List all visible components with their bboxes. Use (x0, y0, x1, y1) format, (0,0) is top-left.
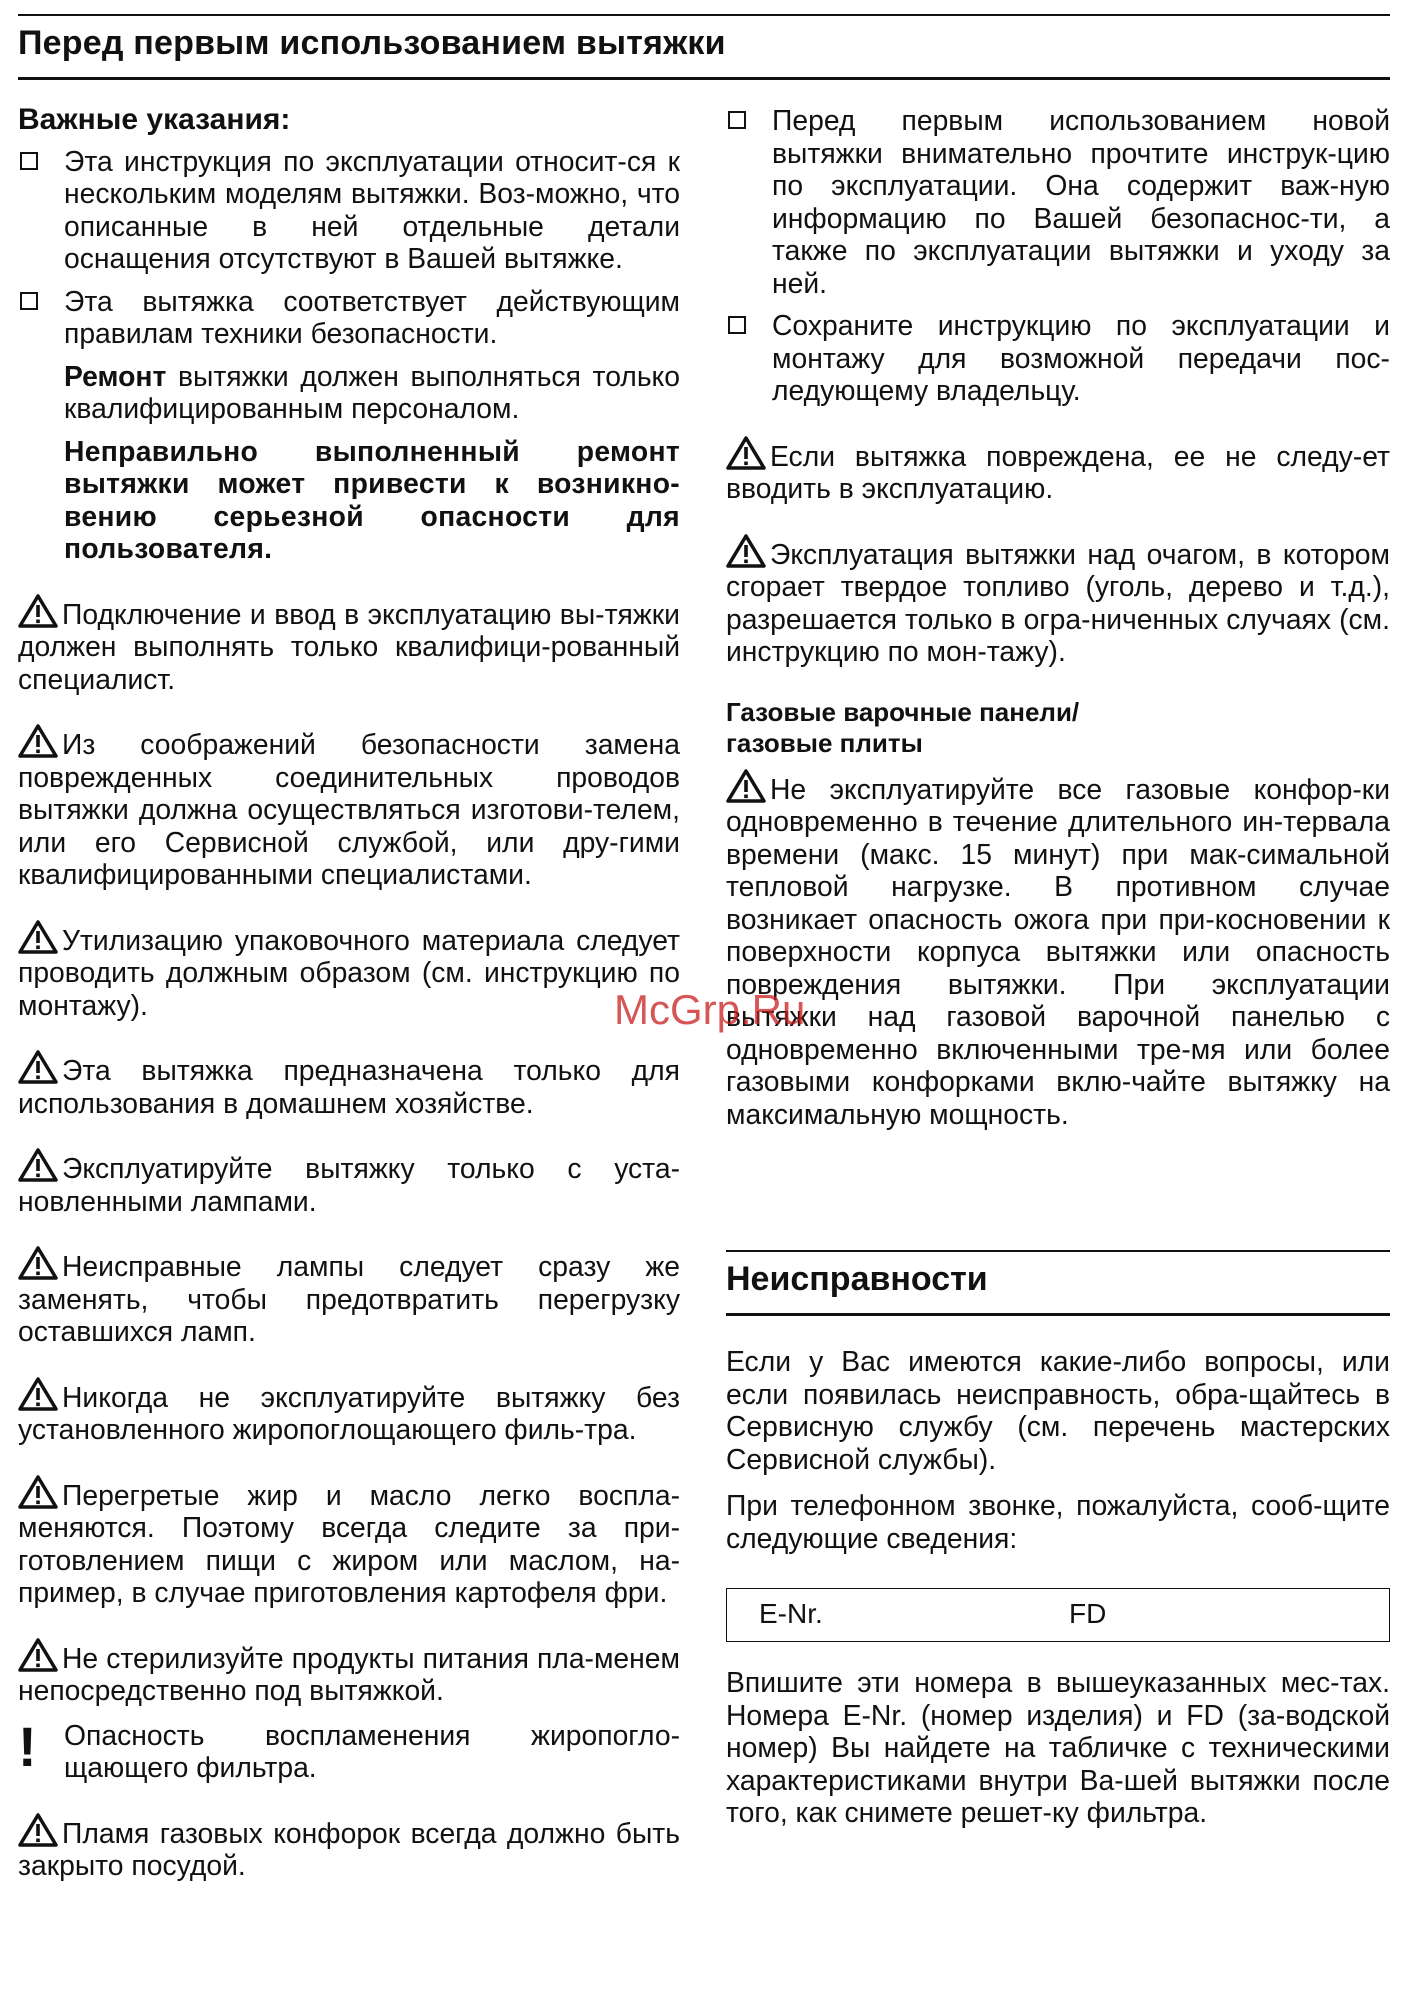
faults-text (726, 1345, 1390, 1554)
warning-triangle-icon (18, 1246, 58, 1280)
faults-text-bottom (726, 1666, 1390, 1829)
warning-block (18, 1148, 680, 1217)
warning-text: Утилизацию упаковочного материала следует проводить должным образом (см. инструкцию по монтажу). (18, 923, 680, 1021)
warning-text: Подключение и ввод в эксплуатацию вы-тяжки должен выполнять только квалифици-рованный специалист. (18, 597, 680, 695)
warning-block (726, 534, 1390, 668)
warning-block (18, 1475, 680, 1609)
faults-title-rule (726, 1313, 1390, 1316)
enr-fd-box (726, 1588, 1390, 1642)
left-column (18, 104, 680, 1882)
exclamation-icon: ! (18, 1714, 37, 1778)
warning-block (18, 724, 680, 891)
repair-bold: Ремонт (64, 359, 167, 392)
warning-block (18, 1050, 680, 1119)
warning-triangle-icon (18, 920, 58, 954)
warning-block (18, 1813, 680, 1882)
gas-heading (726, 697, 1390, 759)
danger-note (18, 435, 680, 565)
warning-text: Не эксплуатируйте все газовые конфор-ки одновременно в течение длительного ин-тервала времени (макс. 15 минут) при мак-симальной тепловой нагрузке. В противном случае возникает опасность ожога при при-косновении к поверхности корпуса вытяжки или опасность повреждения вытяжки. При эксплуатации вытяжки над газовой варочной панелью с одновременно включенными тре-мя или более газовыми конфорками вклю-чайте вытяжку на максимальную мощность. (726, 772, 1390, 1130)
warning-triangle-icon (18, 1377, 58, 1411)
page-title: Перед первым использованием вытяжки (18, 24, 726, 62)
warning-text: Эксплуатируйте вытяжку только с уста-новленными лампами. (18, 1152, 680, 1217)
repair-note (18, 360, 680, 425)
warning-triangle-icon (18, 1050, 58, 1084)
warning-text: Пламя газовых конфорок всегда должно быть закрыто посудой. (18, 1816, 680, 1881)
warning-triangle-icon (18, 724, 58, 758)
warning-triangle-icon (18, 1148, 58, 1182)
check-item (726, 104, 1390, 299)
warning-triangle-icon (18, 1475, 58, 1509)
warning-text: Если вытяжка повреждена, ее не следу-ет вводить в эксплуатацию. (726, 439, 1390, 504)
check-text: Перед первым использованием новой вытяжки внимательно прочтите инструк-цию по эксплуатации. Она содержит важ-ную информацию по Вашей безопаснос-ти, а также по эксплуатации вытяжки и уходу за ней. (772, 104, 1390, 299)
check-item (726, 309, 1390, 407)
checkbox-icon (20, 152, 38, 170)
repair-text (64, 360, 680, 425)
faults-paragraph: Впишите эти номера в вышеуказанных мес-тах. Номера E-Nr. (номер изделия) и FD (за-водской номер) Вы найдете на табличке с техническими характеристиками внутри Ва-шей вытяжки после того, как снимете решет-ку фильтра. (726, 1666, 1390, 1828)
enr-label: E-Nr. (759, 1598, 823, 1629)
warning-text: Перегретые жир и масло легко воспла-меняются. Поэтому всегда следите за при-готовлением пищи с жиром или маслом, на-пример, в случае приготовления картофеля фри. (18, 1478, 680, 1608)
check-text: Эта вытяжка соответствует действующим правилам техники безопасности. (64, 284, 680, 349)
warning-triangle-icon (726, 769, 766, 803)
warning-block (726, 769, 1390, 1131)
gas-heading-line2: газовые плиты (726, 727, 923, 758)
warning-block (18, 1246, 680, 1348)
faults-top-rule (726, 1250, 1390, 1252)
warning-block (18, 594, 680, 696)
checkbox-icon (728, 316, 746, 334)
checkbox-icon (728, 111, 746, 129)
warning-block (18, 920, 680, 1022)
fire-hazard-note (18, 1714, 680, 1784)
check-text: Эта инструкция по эксплуатации относит-ся к нескольким моделям вытяжки. Воз-можно, что описанные в ней отдельные детали оснащения отсутствуют в Вашей вытяжке. (64, 144, 680, 274)
faults-title: Неисправности (726, 1260, 988, 1298)
title-rule (18, 77, 1390, 80)
check-text: Сохраните инструкцию по эксплуатации и монтажу для возможной передачи пос-ледующему владельцу. (772, 309, 1390, 406)
excl-text: Опасность воспламенения жиропогло-щающего фильтра. (64, 1718, 680, 1783)
warning-triangle-icon (18, 1638, 58, 1672)
warning-text: Никогда не эксплуатируйте вытяжку без установленного жиропоглощающего филь-тра. (18, 1380, 680, 1445)
warning-text: Эксплуатация вытяжки над очагом, в котором сгорает твердое топливо (уголь, дерево и т.д.), разрешается только в огра-ниченных случаях (см. инструкцию по мон-тажу). (726, 537, 1390, 667)
important-notes-heading: Важные указания: (18, 103, 291, 136)
warning-text: Эта вытяжка предназначена только для использования в домашнем хозяйстве. (18, 1054, 680, 1119)
right-column (726, 104, 1390, 1159)
warning-text: Из соображений безопасности замена поврежденных соединительных проводов вытяжки должна осуществляться изготови-телем, или его Сервисной службой, или дру-гими квалифицированными специалистами. (18, 728, 680, 890)
warning-triangle-icon (18, 1813, 58, 1847)
watermark: McGrp.Ru (614, 986, 806, 1033)
faults-paragraph: При телефонном звонке, пожалуйста, сооб-щите следующие сведения: (726, 1489, 1390, 1554)
checkbox-icon (20, 292, 38, 310)
check-item (18, 145, 680, 275)
faults-paragraph: Если у Вас имеются какие-либо вопросы, или если появилась неисправность, обра-щайтесь в Сервисную службу (см. перечень мастерских Сервисной службы). (726, 1345, 1390, 1475)
gas-heading-line1: Газовые варочные панели/ (726, 696, 1080, 727)
top-rule (18, 14, 1390, 16)
warning-text: Не стерилизуйте продукты питания пла-менем непосредственно под вытяжкой. (18, 1641, 680, 1706)
warning-triangle-icon (726, 534, 766, 568)
warning-block (18, 1638, 680, 1707)
warning-text: Неисправные лампы следует сразу же заменять, чтобы предотвратить перегрузку оставшихся ламп. (18, 1250, 680, 1347)
check-item (18, 285, 680, 350)
warning-triangle-icon (726, 436, 766, 470)
repair-rest: вытяжки должен выполняться только квалифицированным персоналом. (64, 359, 680, 424)
warning-block (18, 1377, 680, 1446)
danger-text: Неправильно выполненный ремонт вытяжки может привести к возникно-вению серьезной опасности для пользователя. (64, 434, 680, 564)
warning-block (726, 436, 1390, 505)
warning-triangle-icon (18, 594, 58, 628)
fd-label: FD (1069, 1598, 1107, 1629)
